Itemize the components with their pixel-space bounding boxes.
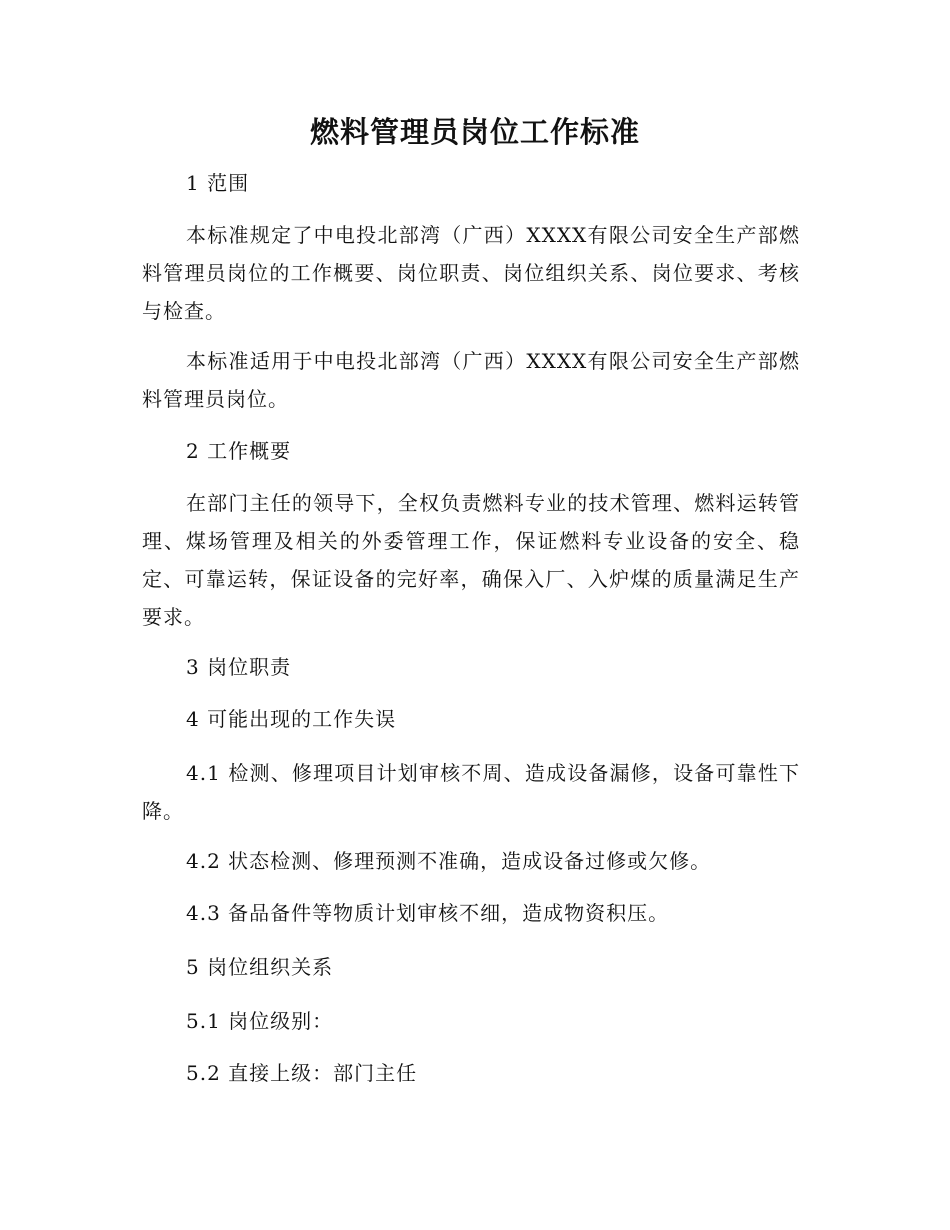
scope-paragraph-1: 本标准规定了中电投北部湾（广西）XXXX有限公司安全生产部燃料管理员岗位的工作概要、岗位职责、岗位组织关系、岗位要求、考核与检查。 — [142, 223, 800, 323]
section-heading-scope: 1 范围 — [186, 171, 250, 195]
error-item-4-2: 4.2 状态检测、修理预测不准确，造成设备过修或欠修。 — [186, 849, 712, 873]
section-heading-overview: 2 工作概要 — [186, 439, 292, 463]
org-item-5-1: 5.1 岗位级别： — [186, 1009, 334, 1033]
document-title: 燃料管理员岗位工作标准 — [309, 115, 640, 149]
section-heading-errors: 4 可能出现的工作失误 — [186, 707, 397, 731]
section-heading-organization: 5 岗位组织关系 — [186, 955, 334, 979]
error-item-4-1: 4.1 检测、修理项目计划审核不周、造成设备漏修，设备可靠性下降。 — [142, 761, 800, 823]
org-item-5-2: 5.2 直接上级：部门主任 — [186, 1061, 418, 1085]
scope-paragraph-2: 本标准适用于中电投北部湾（广西）XXXX有限公司安全生产部燃料管理员岗位。 — [142, 349, 800, 411]
overview-paragraph: 在部门主任的领导下，全权负责燃料专业的技术管理、燃料运转管理、煤场管理及相关的外委管理工作，保证燃料专业设备的安全、稳定、可靠运转，保证设备的完好率，确保入厂、入炉煤的质量满足生产要求。 — [142, 491, 800, 629]
error-item-4-3: 4.3 备品备件等物质计划审核不细，造成物资积压。 — [186, 901, 670, 925]
section-heading-duties: 3 岗位职责 — [186, 655, 292, 679]
